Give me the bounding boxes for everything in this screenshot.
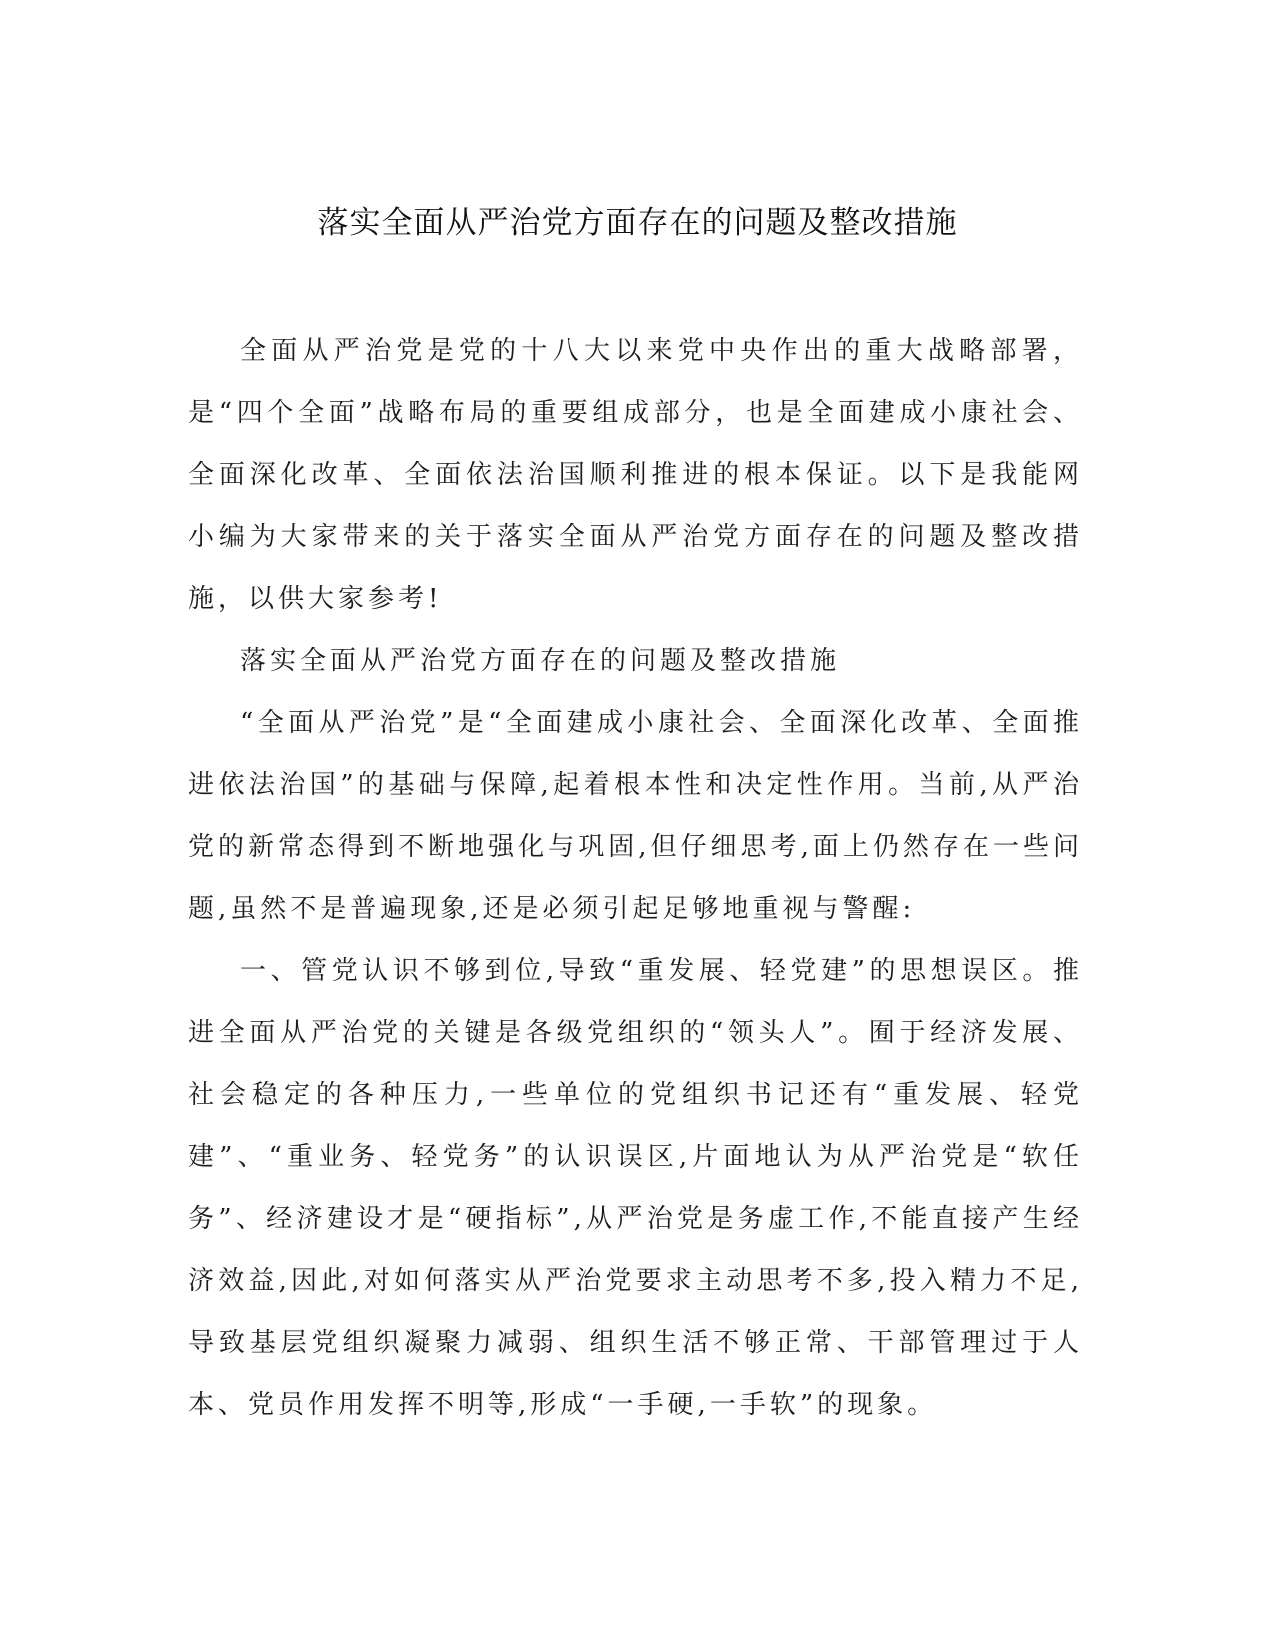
issue-one-paragraph: 一、管党认识不够到位,导致“重发展、轻党建”的思想误区。推进全面从严治党的关键是各级党组织的“领头人”。囿于经济发展、社会稳定的各种压力,一些单位的党组织书记还有“重发展、轻党建”、“重业务、轻党务”的认识误区,片面地认为从严治党是“软任务”、经济建设才是“硬指标”,从严治党是务虚工作,不能直接产生经济效益,因此,对如何落实从严治党要求主动思考不多,投入精力不足,导致基层党组织凝聚力减弱、组织生活不够正常、干部管理过于人本、党员作用发挥不明等,形成“一手硬,一手软”的现象。 <box>188 956 1083 1420</box>
document-title: 落实全面从严治党方面存在的问题及整改措施 <box>317 205 958 241</box>
document-body <box>188 320 1083 1436</box>
section-heading-paragraph: 落实全面从严治党方面存在的问题及整改措施 <box>240 646 841 676</box>
context-paragraph: “全面从严治党”是“全面建成小康社会、全面深化改革、全面推进依法治国”的基础与保障,起着根本性和决定性作用。当前,从严治党的新常态得到不断地强化与巩固,但仔细思考,面上仍然存在一些问题,虽然不是普遍现象,还是必须引起足够地重视与警醒: <box>188 708 1083 924</box>
intro-paragraph: 全面从严治党是党的十八大以来党中央作出的重大战略部署，是“四个全面”战略布局的重要组成部分，也是全面建成小康社会、全面深化改革、全面依法治国顺利推进的根本保证。以下是我能网小编为大家带来的关于落实全面从严治党方面存在的问题及整改措施，以供大家参考! <box>188 336 1083 614</box>
